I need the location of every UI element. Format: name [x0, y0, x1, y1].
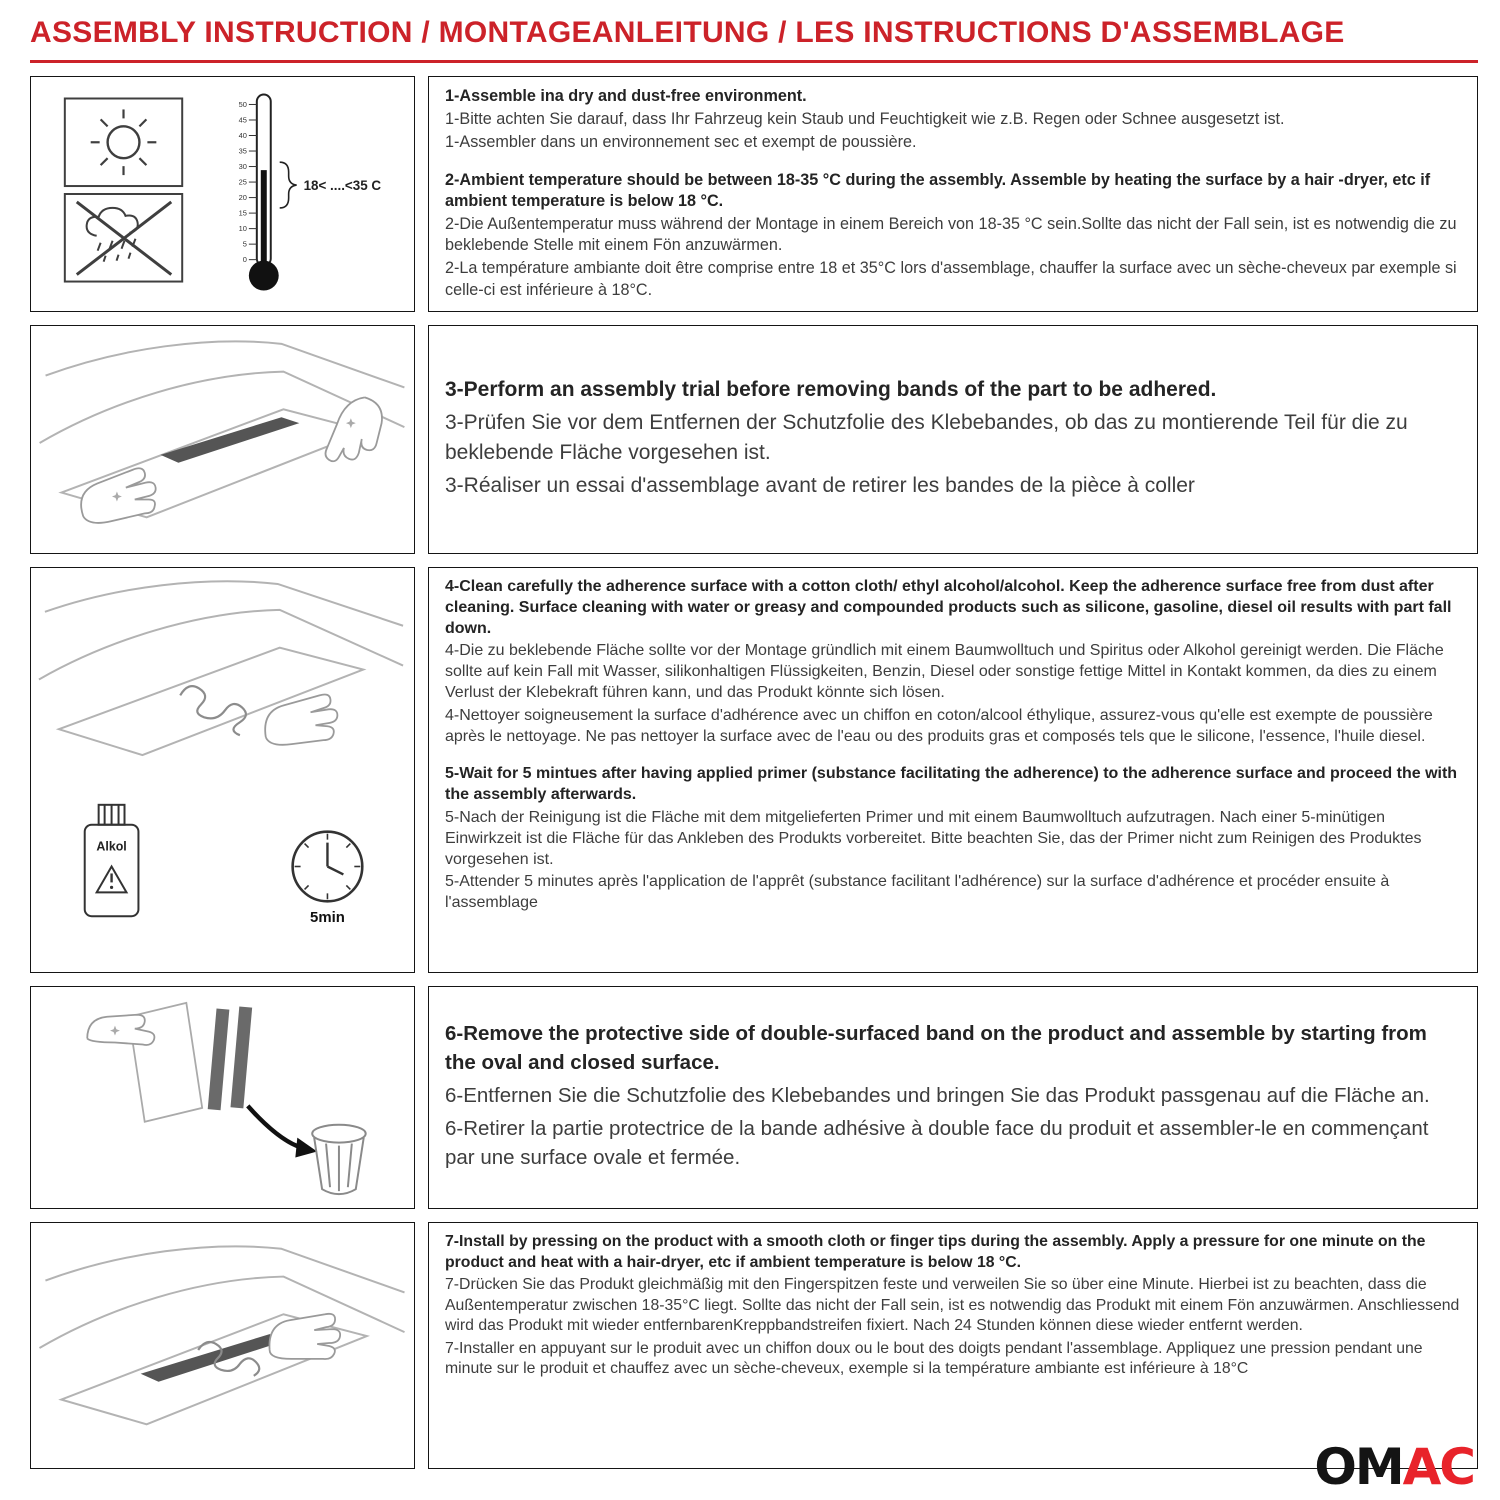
instruction-paragraph: 2-La température ambiante doit être comprise entre 18 et 35°C lors d'assemblage, chauffer la surface avec un sèche-cheveux par exemple si celle-ci est inférieure à 18°C.: [445, 259, 1457, 299]
svg-text:0: 0: [242, 255, 247, 265]
door-sill-sketch: [39, 581, 403, 755]
illustration-cleaning: [30, 567, 415, 973]
svg-text:25: 25: [238, 177, 247, 187]
section-install-text: [428, 1222, 1478, 1469]
brand-logo: [1314, 1438, 1474, 1496]
bottle-label: Alkol: [96, 839, 127, 854]
clock-icon: [293, 832, 363, 927]
page-title: ASSEMBLY INSTRUCTION / MONTAGEANLEITUNG / LES INSTRUCTIONS D'ASSEMBLAGE: [30, 16, 1478, 63]
instruction-paragraph: 7-Install by pressing on the product with a smooth cloth or finger tips during the assembly. Apply a pressure for one minute on the product and heat with a hair-dryer, etc if ambient temperature is below 18 °C.: [445, 1233, 1426, 1271]
alcohol-bottle-icon: [85, 805, 139, 916]
instruction-paragraph: 2-Ambient temperature should be between 18-35 °C during the assembly. Assemble by heating the surface by a hair -dryer, etc if ambient temperature is below 18 °C.: [445, 171, 1431, 211]
svg-text:15: 15: [238, 208, 247, 218]
thermometer-icon: [239, 95, 382, 291]
svg-text:50: 50: [238, 99, 247, 109]
instruction-paragraph: 3-Réaliser un essai d'assemblage avant de retirer les bandes de la pièce à coller: [445, 473, 1195, 497]
instruction-paragraph: 6-Remove the protective side of double-surfaced band on the product and assemble by starting from the oval and closed surface.: [445, 1021, 1427, 1074]
door-sill-sketch: [39, 1246, 404, 1424]
section-row-environment: [30, 76, 1478, 312]
svg-text:10: 10: [238, 224, 247, 234]
logo-text-black: OM: [1314, 1438, 1403, 1496]
instruction-paragraph: 4-Nettoyer soigneusement la surface d'adhérence avec un chiffon en coton/alcool éthylique, assurez-vous qu'elle est exempte de poussière après le nettoyage. Ne pas nettoyer la surface avec de l'eau ou des produits gras et composés tels que le silicone, l'essence, l'huile diesel.: [445, 706, 1433, 745]
press-install-illustration: [31, 1223, 414, 1468]
right-hand: [325, 397, 381, 461]
logo-text-red: AC: [1402, 1438, 1474, 1496]
header: [30, 16, 1478, 63]
section-band-text: [428, 986, 1478, 1209]
instruction-paragraph: 7-Drücken Sie das Produkt gleichmäßig mit den Fingerspitzen feste und verweilen Sie so über eine Minute. Hierbei ist zu beachten, dass die Außentemperatur zwischen 18-35°C liegt. Sollte das nicht der Fall sein, ist es notwendig das Produkt mit einem Fön anzuwärmen. Anschliessend wird das Produkt mit wieder entfernbarenKreppbandstreifen fixiert. Nach 24 Stunden können diese wieder entfernt werden.: [445, 1276, 1460, 1335]
pressing-hand: [269, 1314, 340, 1359]
temperature-range-label: 18< ....<35 C: [303, 178, 382, 194]
holding-hand: [87, 1015, 154, 1045]
peel-band-illustration: [31, 987, 414, 1208]
section-trial-text: [428, 325, 1478, 554]
cleaning-hand: [265, 694, 337, 744]
sun-icon: [65, 98, 182, 186]
instruction-paragraph: 6-Retirer la partie protectrice de la bande adhésive à double face du produit et assembler-le en commençant par une surface ovale et fermée.: [445, 1117, 1429, 1170]
instruction-paragraph: 5-Nach der Reinigung ist die Fläche mit dem mitgelieferten Primer und mit einem Baumwolltuch aufzutragen. Nach einer 5-minütigen Einwirkzeit ist die Fläche für das Ankleben des Produkts vorbereitet. Bitte beachten Sie, das der Primer nicht zum Reinigen des Produktes vorgesehen ist.: [445, 808, 1422, 868]
instruction-paragraph: 1-Assembler dans un environnement sec et exempt de poussière.: [445, 133, 917, 152]
section-row-install: [30, 1222, 1478, 1469]
svg-text:35: 35: [238, 146, 247, 156]
section-row-band: [30, 986, 1478, 1209]
instruction-paragraph: 5-Attender 5 minutes après l'application de l'apprêt (substance facilitant l'adhérence) sur la surface d'adhérence et procéder ensuite à l'assemblage: [445, 873, 1390, 912]
sill-trim-strip: [161, 417, 300, 463]
illustration-press-install: [30, 1222, 415, 1469]
illustration-environment: [30, 76, 415, 312]
cleaning-illustration: [31, 568, 414, 972]
section-environment-text: [428, 76, 1478, 312]
instruction-paragraph: 4-Clean carefully the adherence surface with a cotton cloth/ ethyl alcohol/alcohol. Keep the adherence surface free from dust after cleaning. Surface cleaning with water or greasy and compounded products such as silicone, gasoline, diesel oil results with part fall down.: [445, 578, 1452, 637]
svg-text:5: 5: [242, 239, 247, 249]
adhesive-strip: [208, 1008, 230, 1110]
instruction-paragraph: 1-Assemble ina dry and dust-free environment.: [445, 87, 807, 105]
instruction-paragraph: 1-Bitte achten Sie darauf, dass Ihr Fahrzeug kein Staub und Feuchtigkeit wie z.B. Regen oder Schnee ausgesetzt ist.: [445, 110, 1285, 129]
trash-can-icon: [312, 1125, 366, 1194]
instruction-paragraph: 3-Prüfen Sie vor dem Entfernen der Schutzfolie des Klebebandes, ob das zu montierende Teil für die zu beklebende Fläche vorgesehen ist.: [445, 411, 1408, 464]
section-row-trial: [30, 325, 1478, 554]
arrow-to-trash: [248, 1106, 305, 1149]
no-rain-icon: [65, 194, 182, 282]
instruction-paragraph: 2-Die Außentemperatur muss während der Montage in einem Bereich von 18-35 °C sein.Sollte das nicht der Fall sein, ist es notwendig die zu beklebende Stelle mit einem Fön anzuwärmen.: [445, 215, 1457, 255]
section-cleaning-text: [428, 567, 1478, 973]
svg-text:45: 45: [238, 115, 247, 125]
instruction-paragraph: 6-Entfernen Sie die Schutzfolie des Klebebandes und bringen Sie das Produkt passgenau auf die Fläche an.: [445, 1083, 1430, 1107]
instruction-paragraph: 4-Die zu beklebende Fläche sollte vor der Montage gründlich mit einem Baumwolltuch und Spiritus oder Alkohol gereinigt werden. Die Fläche sollte auf kein Fall mit Wasser, silikonhaltigen Flüssigkeiten, Benzin, Diesel oder sonstige fettige Mittel in Kontakt kommen, da dies zu einem Verlust der Klebekraft führen kann, und das Produkt könnte sich lösen.: [445, 642, 1444, 701]
svg-text:20: 20: [238, 193, 247, 203]
adhesive-strip: [231, 1006, 253, 1108]
instruction-paragraph: 3-Perform an assembly trial before removing bands of the part to be adhered.: [445, 377, 1217, 401]
trial-fit-illustration: [31, 326, 414, 553]
section-row-cleaning: [30, 567, 1478, 973]
instruction-paragraph: 5-Wait for 5 mintues after having applied primer (substance facilitating the adherence) to the adherence surface and proceed the with the assembly afterwards.: [445, 765, 1458, 804]
svg-text:30: 30: [238, 162, 247, 172]
svg-text:40: 40: [238, 130, 247, 140]
clock-label: 5min: [310, 909, 345, 927]
thermometer-scale: [239, 100, 257, 264]
illustration-peel-band: [30, 986, 415, 1209]
instruction-paragraph: 7-Installer en appuyant sur le produit avec un chiffon doux ou le bout des doigts pendant l'assemblage. Appliquez une pression pendant une minute sur le produit et chauffez avec un sèche-cheveux, exemple si la température ambiante est inférieure à 18°C: [445, 1339, 1423, 1378]
environment-illustration: [31, 77, 414, 311]
illustration-trial-fit: [30, 325, 415, 554]
